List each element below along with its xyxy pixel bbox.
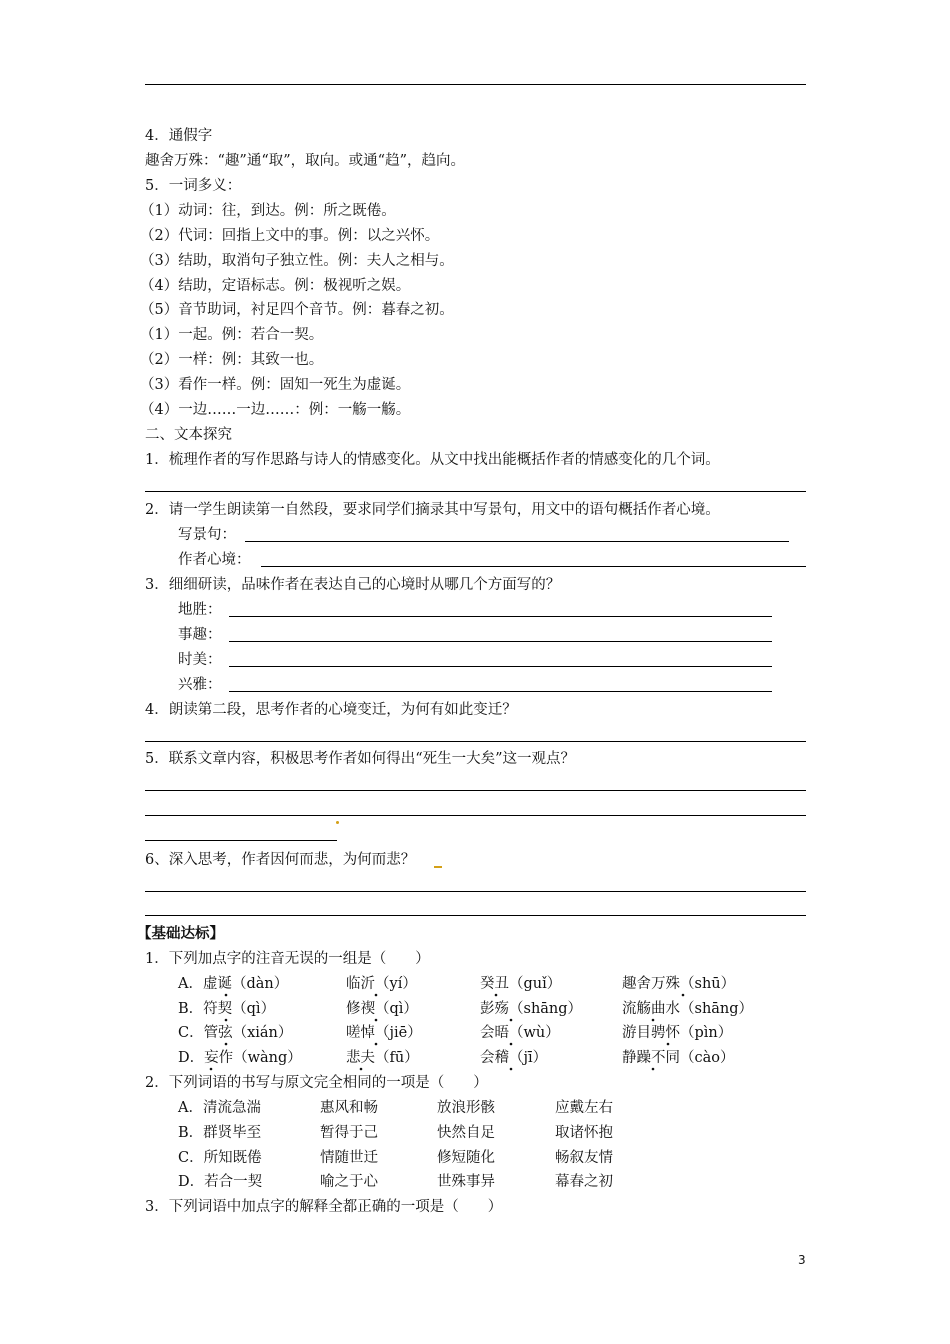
option-cell: C．管弦（xián） bbox=[178, 1025, 293, 1041]
emphasis-dot bbox=[225, 1019, 228, 1022]
option-cell: 暂得于己 bbox=[320, 1125, 378, 1141]
answer-line[interactable] bbox=[229, 641, 772, 642]
option-cell: C．所知既倦 bbox=[178, 1150, 262, 1166]
question-2: 2．请一学生朗读第一自然段，要求同学们摘录其中写景句，用文中的语句概括作者心境。 bbox=[145, 502, 720, 518]
option-cell: B．群贤毕至 bbox=[178, 1125, 262, 1141]
section-4-line: 趣舍万殊：“趣”通“取”，取向。或通“趋”，趋向。 bbox=[145, 153, 465, 169]
answer-line[interactable] bbox=[229, 616, 772, 617]
option-cell: 应戴左右 bbox=[555, 1100, 613, 1116]
section-5-heading: 5．一词多义： bbox=[145, 178, 242, 194]
basic-question-3: 3．下列词语中加点字的解释全都正确的一项是（ ） bbox=[145, 1199, 503, 1215]
basic-question-1: 1．下列加点字的注音无误的一组是（ ） bbox=[145, 951, 430, 967]
emphasis-dot bbox=[667, 1043, 670, 1046]
option-cell: 快然自足 bbox=[437, 1125, 495, 1141]
header-rule bbox=[145, 84, 806, 85]
answer-line[interactable] bbox=[145, 815, 806, 816]
question-4: 4．朗读第二段，思考作者的心境变迁，为何有如此变迁？ bbox=[145, 702, 517, 718]
option-cell: 修禊（qì） bbox=[346, 1001, 418, 1017]
option-cell: 会稽（jī） bbox=[480, 1050, 548, 1066]
option-cell: A．清流急湍 bbox=[178, 1100, 261, 1116]
question-5: 5．联系文章内容，积极思考作者如何得出“死生一大矣”这一观点？ bbox=[145, 751, 576, 767]
emphasis-dot bbox=[652, 1068, 655, 1071]
field-label-mood: 作者心境： bbox=[178, 552, 251, 568]
emphasis-dot bbox=[510, 1043, 513, 1046]
polysemy-item: （3）看作一样。例：固知一死生为虚诞。 bbox=[140, 377, 411, 393]
polysemy-item: （5）音节助词，衬足四个音节。例：暮春之初。 bbox=[140, 302, 454, 318]
option-cell: B．符契（qì） bbox=[178, 1001, 276, 1017]
emphasis-dot bbox=[510, 1019, 513, 1022]
option-cell: 静躁不同（cào） bbox=[622, 1050, 735, 1066]
part-2-heading: 二、文本探究 bbox=[145, 427, 232, 443]
answer-line[interactable] bbox=[145, 741, 806, 742]
stray-mark bbox=[336, 821, 339, 824]
basic-heading: 【基础达标】 bbox=[137, 925, 224, 942]
basic-question-2: 2．下列词语的书写与原文完全相同的一项是（ ） bbox=[145, 1075, 488, 1091]
option-cell: A．虚诞（dàn） bbox=[178, 976, 289, 992]
answer-line[interactable] bbox=[229, 691, 772, 692]
option-cell: 取诸怀抱 bbox=[555, 1125, 613, 1141]
stray-mark bbox=[434, 866, 442, 868]
emphasis-dot bbox=[360, 1068, 363, 1071]
question-1: 1．梳理作者的写作思路与诗人的情感变化。从文中找出能概括作者的情感变化的几个词。 bbox=[145, 452, 720, 468]
emphasis-dot bbox=[225, 994, 228, 997]
option-cell: D．妄作（wàng） bbox=[178, 1050, 302, 1066]
answer-line[interactable] bbox=[145, 840, 337, 841]
field-label-scenery: 写景句： bbox=[178, 527, 236, 543]
emphasis-dot bbox=[682, 994, 685, 997]
emphasis-dot bbox=[375, 994, 378, 997]
answer-line[interactable] bbox=[145, 891, 806, 892]
option-cell: 癸丑（guǐ） bbox=[480, 976, 562, 992]
emphasis-dot bbox=[510, 1068, 513, 1071]
emphasis-dot bbox=[225, 1043, 228, 1046]
answer-line[interactable] bbox=[245, 541, 789, 542]
option-cell: 临沂（yí） bbox=[346, 976, 417, 992]
option-cell: D．若合一契 bbox=[178, 1174, 263, 1190]
field-label-place: 地胜： bbox=[178, 602, 222, 618]
answer-line[interactable] bbox=[145, 915, 806, 916]
field-label-event: 事趣： bbox=[178, 627, 222, 643]
answer-line[interactable] bbox=[145, 491, 806, 492]
polysemy-item: （4）一边……一边……：例：一觞一觞。 bbox=[140, 402, 411, 418]
option-cell: 幕春之初 bbox=[555, 1174, 613, 1190]
option-cell: 畅叙友情 bbox=[555, 1150, 613, 1166]
option-cell: 修短随化 bbox=[437, 1150, 495, 1166]
section-4-heading: 4．通假字 bbox=[145, 128, 213, 144]
emphasis-dot bbox=[210, 1068, 213, 1071]
option-cell: 趣舍万殊（shū） bbox=[622, 976, 736, 992]
polysemy-item: （1）动词：往，到达。例：所之既倦。 bbox=[140, 203, 396, 219]
polysemy-item: （4）结助，定语标志。例：极视听之娱。 bbox=[140, 278, 411, 294]
option-cell: 游目骋怀（pìn） bbox=[622, 1025, 733, 1041]
option-cell: 嗟悼（jiē） bbox=[346, 1025, 422, 1041]
question-6: 6、深入思考，作者因何而悲，为何而悲？ bbox=[145, 852, 416, 868]
emphasis-dot bbox=[495, 994, 498, 997]
emphasis-dot bbox=[375, 1019, 378, 1022]
field-label-mood-elegance: 兴雅： bbox=[178, 677, 222, 693]
option-cell: 喻之于心 bbox=[320, 1174, 378, 1190]
emphasis-dot bbox=[375, 1043, 378, 1046]
field-label-season: 时美： bbox=[178, 652, 222, 668]
option-cell: 悲夫（fū） bbox=[346, 1050, 419, 1066]
question-3: 3．细细研读，品味作者在表达自己的心境时从哪几个方面写的？ bbox=[145, 577, 561, 593]
polysemy-item: （2）代词：回指上文中的事。例：以之兴怀。 bbox=[140, 228, 440, 244]
page-number: 3 bbox=[798, 1253, 806, 1267]
polysemy-item: （2）一样：例：其致一也。 bbox=[140, 352, 324, 368]
option-cell: 情随世迁 bbox=[320, 1150, 378, 1166]
option-cell: 放浪形骸 bbox=[437, 1100, 495, 1116]
polysemy-item: （3）结助，取消句子独立性。例：夫人之相与。 bbox=[140, 253, 454, 269]
polysemy-item: （1）一起。例：若合一契。 bbox=[140, 327, 324, 343]
emphasis-dot bbox=[652, 1019, 655, 1022]
option-cell: 流觞曲水（shāng） bbox=[622, 1001, 754, 1017]
option-cell: 世殊事异 bbox=[437, 1174, 495, 1190]
option-cell: 会晤（wù） bbox=[480, 1025, 560, 1041]
answer-line[interactable] bbox=[145, 790, 806, 791]
answer-line[interactable] bbox=[261, 566, 806, 567]
option-cell: 惠风和畅 bbox=[320, 1100, 378, 1116]
answer-line[interactable] bbox=[229, 666, 772, 667]
option-cell: 彭殇（shāng） bbox=[480, 1001, 583, 1017]
